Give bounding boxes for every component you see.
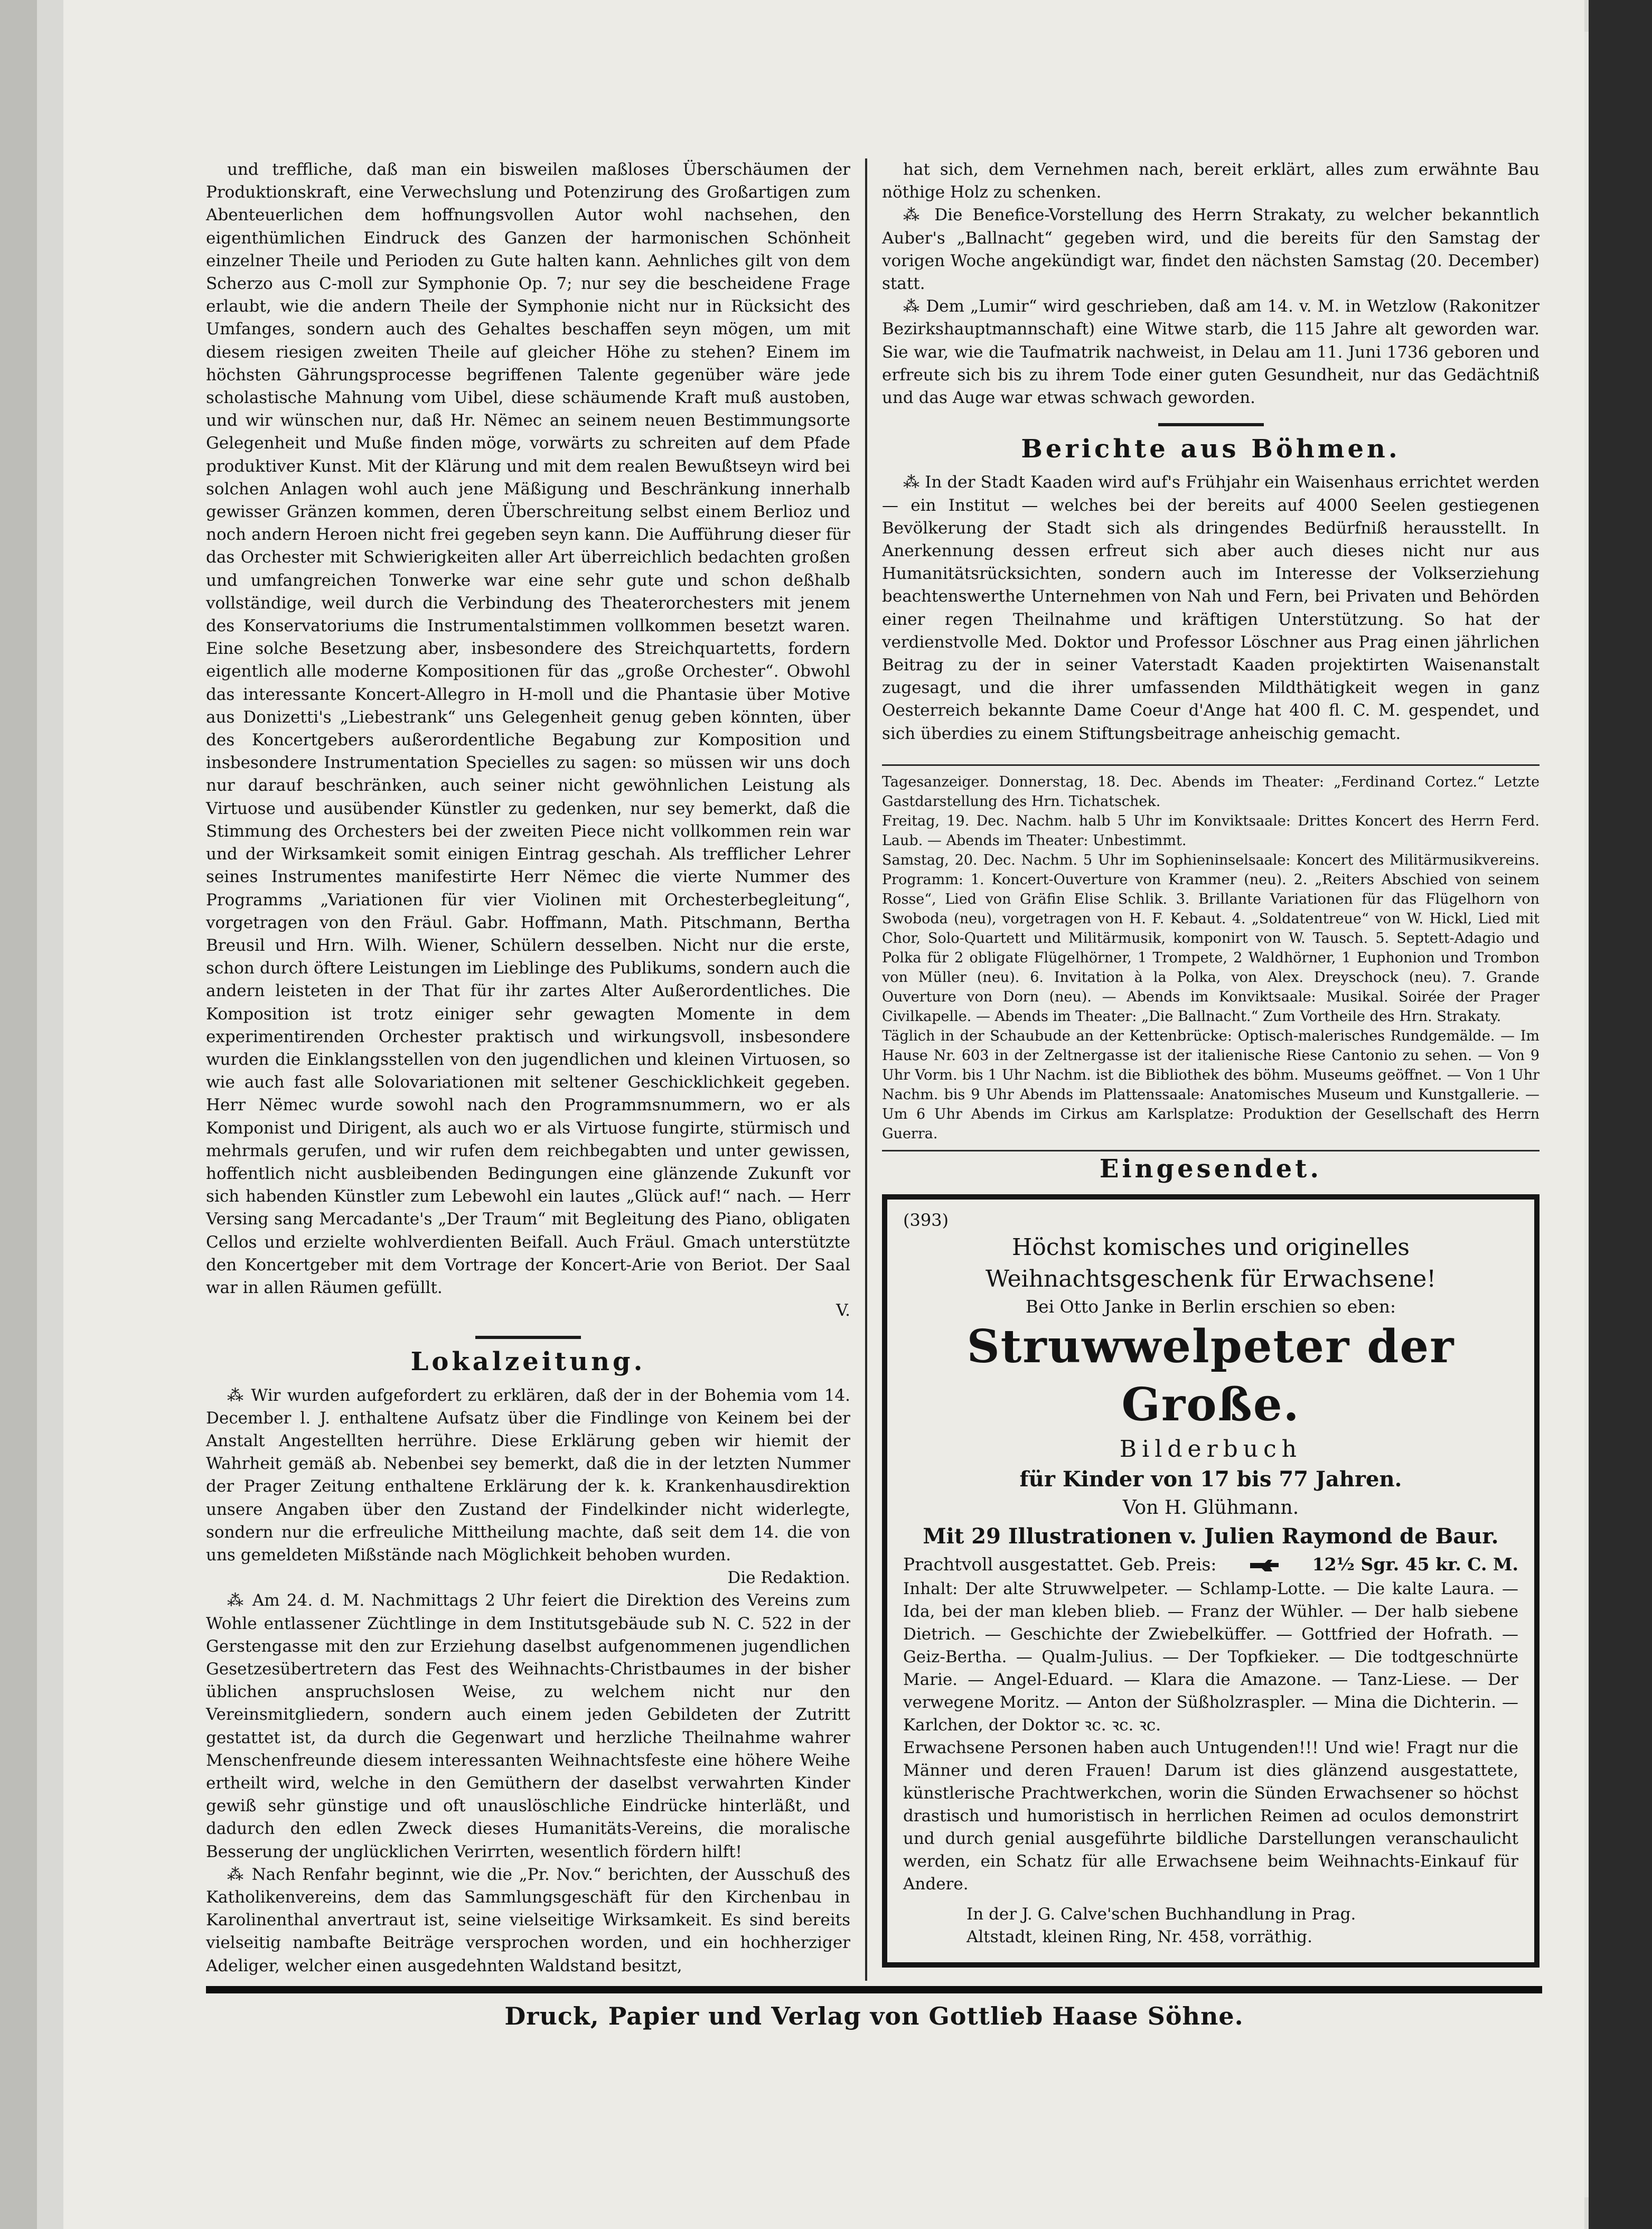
continuation-paragraph: hat sich, dem Vernehmen nach, bereit erklärt, alles zum erwähnte Bau nöthige Holz zu schenken.: [882, 160, 1540, 202]
review-signature: V.: [836, 1301, 850, 1320]
section-divider: [1158, 423, 1264, 426]
section-divider: [475, 1336, 581, 1339]
ad-audience: für Kinder von 17 bis 77 Jahren.: [1019, 1467, 1402, 1492]
ad-publisher-line: Bei Otto Janke in Berlin erschien so eben:: [1025, 1296, 1396, 1317]
pointing-hand-icon: [1249, 1551, 1280, 1578]
imprint-line: Druck, Papier und Verlag von Gottlieb Haase Söhne.: [504, 2002, 1244, 2030]
ad-bookshop: [903, 1903, 1518, 1949]
ad-headline: Höchst komisches und originelles Weihnachtsgeschenk für Erwachsene!: [985, 1234, 1437, 1293]
tagesanzeiger: [882, 764, 1540, 1151]
lokal-item-christbaum: ⁂ Am 24. d. M. Nachmittags 2 Uhr feiert die Direktion des Vereins zum Wohle entlassener Züchtlinge in dem Institutsgebäude sub N. C. 522 in der Gerstengasse mit den zur Erziehung daselbst aufgenommenen jugendlichen Gesetzesübertretern das Fest des Weihnachts-Christbaumes in der bisher üblichen anspruchslosen Weise, zu welchem nicht nur den Vereinsmitgliedern, sondern auch einem jeden Gebildeten der Zutritt gestattet ist, da durch die Gegenwart und herzliche Theilnahme wahrer Menschenfreunde diesem interessanten Weihnachtsfeste eine höhere Weihe ertheilt wird, welche in den Gemüthern der daselbst verwahrten Kinder gewiß sehr günstige und oft unauslöschliche Eindrücke hinterläßt, und dadurch den edlen Zweck dieses Humanitäts-Vereins, die moralische Besserung der unglücklichen Verirrten, wesentlich fördern hilft!: [206, 1591, 850, 1861]
listing-entry: Freitag, 19. Dec. Nachm. halb 5 Uhr im Konviktsaale: Drittes Koncert des Herrn Ferd. Laub. — Abends im Theater: Unbestimmt.: [882, 812, 1540, 849]
left-column: [206, 158, 850, 1978]
scan-right-edge: [1589, 0, 1652, 2229]
ad-subtitle: Bilderbuch: [1119, 1436, 1302, 1463]
lokal-item-findlinge: ⁂ Wir wurden aufgefordert zu erklären, daß der in der Bohemia vom 14. December l. J. enthaltene Aufsatz über die Findlinge von Keinem bei der Anstalt Angestellten herrühre. Diese Erklärung geben wir hiemit der Wahrheit gemäß ab. Nebenbei sey bemerkt, daß die in der letzten Nummer der Prager Zeitung enthaltene Erklärung der k. k. Krankenhausdirektion unsere Angaben über den Zustand der Findelkinder nicht widerlegte, sondern nur die erfreuliche Mittheilung machte, daß seit dem 14. die von uns gemeldeten Mißstände nach Möglichkeit behoben wurden.: [206, 1385, 850, 1565]
ad-price-label: Prachtvoll ausgestattet. Geb. Preis:: [903, 1554, 1217, 1575]
listing-entry: Tagesanzeiger. Donnerstag, 18. Dec. Abends im Theater: „Ferdinand Cortez.“ Letzte Gastdarstellung des Hrn. Tichatschek.: [882, 773, 1540, 810]
ad-bookshop-address: Altstadt, kleinen Ring, Nr. 458, vorräthig.: [966, 1927, 1312, 1947]
eingesendet-heading: Eingesendet.: [1099, 1154, 1322, 1184]
lumir-notice: ⁂ Dem „Lumir“ wird geschrieben, daß am 14. v. M. in Wetzlow (Rakonitzer Bezirkshauptmannschaft) eine Witwe starb, die 115 Jahre alt geworden war. Sie war, wie die Taufmatrik nachweist, in Delau am 11. Juni 1736 geboren und erfreute sich bis zu ihrem Tode einer guten Gesundheit, nur das Gedächtniß und das Auge war etwas schwach geworden.: [882, 297, 1540, 408]
listing-bottom-rule: [882, 1150, 1540, 1151]
page-bottom-rule: [206, 1986, 1542, 1993]
listing-entry: Täglich in der Schaubude an der Kettenbrücke: Optisch-malerisches Rundgemälde. — Im Hause Nr. 603 in der Zeltnergasse ist der italienische Riese Cantonio zu sehen. — Von 9 Uhr Vorm. bis 1 Uhr Nachm. ist die Bibliothek des böhm. Museums geöffnet. — Von 1 Uhr Nachm. bis 9 Uhr Abends im Plattenssaale: Anatomisches Museum und Kunstgallerie. — Um 6 Uhr Abends im Cirkus am Karlsplatze: Produktion der Gesellschaft des Herrn Guerra.: [882, 1027, 1540, 1142]
ad-book-title: Struwwelpeter der Große.: [966, 1320, 1455, 1432]
ad-author: Von H. Glühmann.: [1122, 1497, 1299, 1519]
redaktion-signature: Die Redaktion.: [727, 1568, 850, 1588]
kaaden-report: ⁂ In der Stadt Kaaden wird auf's Frühjahr ein Waisenhaus errichtet werden — ein Institut — welches bei der bereits auf 4000 Seelen gestiegenen Bevölkerung der Stadt sich als dringendes Bedürfniß herausstellt. In Anerkennung dessen erfreut sich aber auch dieses nicht nur aus Humanitätsrücksichten, sondern auch im Interesse der Volkserziehung beachtenswerthe Unternehmen von Nah und Fern, bei Privaten und Behörden einer regen Theilnahme und kräftigen Unterstützung. So hat der verdienstvolle Med. Doktor und Professor Löschner aus Prag einen jährlichen Beitrag zu der in seiner Vaterstadt Kaaden projektirten Waisenanstalt zugesagt, und die ihrer umfassenden Mildthätigkeit wegen in ganz Oesterreich bekannte Dame Coeur d'Ange hat 400 fl. C. M. gespendet, und sich überdies zu einem Stiftungsbeitrage anheischig gemacht.: [882, 473, 1540, 743]
ad-contents: Inhalt: Der alte Struwwelpeter. — Schlamp-Lotte. — Die kalte Laura. — Ida, bei der man kleben blieb. — Franz der Wühler. — Der halb siebene Dietrich. — Geschichte der Zwiebelküffer. — Gottfried der Hofrath. — Geiz-Bertha. — Qualm-Julius. — Der Topfkieker. — Die todtgeschnürte Marie. — Angel-Eduard. — Klara die Amazone. — Tanz-Liese. — Der verwegene Moritz. — Anton der Süßholzraspler. — Mina die Dichterin. — Karlchen, der Doktor ꝛc. ꝛc. ꝛc.: [903, 1579, 1518, 1735]
advertisement-box: [882, 1194, 1540, 1968]
lokalzeitung-heading: Lokalzeitung.: [410, 1347, 646, 1377]
ad-price-value: 12½ Sgr. 45 kr. C. M.: [1312, 1554, 1518, 1575]
listing-top-rule: [882, 764, 1540, 766]
ad-number: (393): [903, 1210, 949, 1231]
ad-illustrations: Mit 29 Illustrationen v. Julien Raymond de Baur.: [923, 1524, 1499, 1549]
berichte-heading: Berichte aus Böhmen.: [1021, 434, 1401, 464]
right-column: [882, 158, 1540, 1968]
scan-left-edge: [0, 0, 37, 2229]
concert-review-paragraph: und treffliche, daß man ein bisweilen maßloses Überschäumen der Produktionskraft, eine Verwechslung und Potenzirung des Großartigen zum Abenteuerlichen dem hoffnungsvollen Autor wohl nachsehen, den eigenthümlichen Eindruck des Ganzen der harmonischen Schönheit einzelner Theile und Perioden zu Gute halten kann. Aehnliches gilt von dem Scherzo aus C-moll zur Symphonie Op. 7; nur sey die bescheidene Frage erlaubt, wie die andern Theile der Symphonie nicht nur in Rücksicht des Umfanges, sondern auch des Gehaltes beschaffen seyn mögen, um mit diesem riesigen zweiten Theile auf gleicher Höhe zu stehen? Einem im höchsten Gährungsprocesse begriffenen Talente gegenüber wäre jede scholastische Mahnung vom Uibel, diese schäumende Kraft muß austoben, und wir wünschen nur, daß Hr. Nëmec an seinem neuen Bestimmungsorte Gelegenheit und Muße finden möge, vorwärts zu schreiten auf dem Pfade produktiver Kunst. Mit der Klärung und mit dem realen Bewußtseyn wird bei solchen Anlagen wohl auch jene Mäßigung und Beschränkung innerhalb gewisser Gränzen kommen, deren Überschreitung selbst einem Berlioz und noch andern Heroen nicht frei gegeben seyn kann. Die Aufführung dieser für das Orchester mit Schwierigkeiten aller Art überreichlich bedachten großen und umfangreichen Tonwerke war eine sehr gute und schon deßhalb vollständige, weil durch die Verbindung des Theaterorchesters mit jenem des Konservatoriums die Instrumentalstimmen vollkommen besetzt waren. Eine solche Besetzung aber, insbesondere des Streichquartetts, fordern eigentlich alle moderne Kompositionen für das „große Orchester“. Obwohl das interessante Koncert-Allegro in H-moll und die Phantasie über Motive aus Donizetti's „Liebestrank“ uns Gelegenheit genug geben könnten, über des Koncertgebers außerordentliche Begabung zur Komposition und insbesondere Instrumentation Specielles zu sagen: so müssen wir uns doch nur darauf beschränken, auch seiner nicht gewöhnlichen Leistung als Virtuose und ausübender Künstler zu gedenken, nur sey bemerkt, daß die Stimmung des Orchesters bei der zweiten Piece nicht vollkommen rein war und der Wirksamkeit somit einigen Eintrag geschah. Als trefflicher Lehrer seines Instrumentes manifestirte Herr Nëmec die vierte Nummer des Programms „Variationen für vier Violinen mit Orchesterbegleitung“, vorgetragen von den Fräul. Gabr. Hoffmann, Math. Pitschmann, Bertha Breusil und Hrn. Wilh. Wiener, Schülern desselben. Nicht nur die erste, schon durch öftere Leistungen im Lieblinge des Publikums, sondern auch die andern leisteten in der That für ihr zartes Alter Außerordentliches. Die Komposition ist trotz einiger sehr gewagten Momente in dem experimentirenden Orchester praktisch und wirkungsvoll, insbesondere wurden die Einklangsstellen von den jugendlichen und kleinen Virtuosen, so wie auch fast alle Solovariationen mit seltener Geschicklichkeit gegeben. Herr Nëmec wurde sowohl nach den Programmsnummern, wo er als Komponist und Dirigent, als auch wo er als Virtuose fungirte, stürmisch und mehrmals gerufen, und wir rufen dem reichbegabten und unter gewissen, hoffentlich nicht ausbleibenden Bedingungen eine glänzende Zukunft vor sich habenden Künstler zum Lebewohl ein lautes „Glück auf!“ nach. — Herr Versing sang Mercadante's „Der Traum“ mit Begleitung des Piano, obligaten Cellos und erzielte wohlverdienten Beifall. Auch Fräul. Gmach unterstützte den Koncertgeber mit dem Vortrage der Koncert-Arie von Beriot. Der Saal war in allen Räumen gefüllt.: [206, 160, 850, 1297]
ad-bookshop-line: In der J. G. Calve'schen Buchhandlung in Prag.: [966, 1905, 1356, 1924]
ad-closing-text: Erwachsene Personen haben auch Untugenden!!! Und wie! Fragt nur die Männer und deren Frauen! Darum ist dies glänzend ausgestattete, künstlerische Prachtwerkchen, worin die Sünden Erwachsener so höchst drastisch und humoristisch in herrlichen Reimen ad oculos demonstrirt und durch genial ausgeführte bildliche Darstellungen veranschaulicht werden, ein Schatz für alle Erwachsene beim Weihnachts-Einkauf für Andere.: [903, 1738, 1518, 1894]
column-rule: [865, 158, 867, 1981]
listing-entry: Samstag, 20. Dec. Nachm. 5 Uhr im Sophieninselsaale: Koncert des Militärmusikvereins. Programm: 1. Koncert-Ouverture von Krammer (neu). 2. „Reiters Abschied von seinem Rosse“, Lied von Gräfin Elise Schlik. 3. Brillante Variationen für das Flügelhorn von Swoboda (neu), vorgetragen von H. F. Kebaut. 4. „Soldatentreue“ von W. Hickl, Lied mit Chor, Solo-Quartett und Militärmusik, komponirt von W. Tausch. 5. Septett-Adagio und Polka für 2 obligate Flügelhörner, 1 Trompete, 2 Waldhörner, 1 Euphonion und Trombon von Müller (neu). 6. Invitation à la Polka, von Alex. Dreyschock (neu). 7. Grande Ouverture von Dorn (neu). — Abends im Konviktsaale: Musikal. Soirée der Prager Civilkapelle. — Abends im Theater: „Die Ballnacht.“ Zum Vortheile des Hrn. Strakaty.: [882, 851, 1540, 1025]
benefice-notice: ⁂ Die Benefice-Vorstellung des Herrn Strakaty, zu welcher bekanntlich Auber's „Ballnacht“ gegeben wird, und die bereits für den Samstag der vorigen Woche angekündigt war, findet den nächsten Samstag (20. December) statt.: [882, 205, 1540, 294]
lokal-item-kirchenbau: ⁂ Nach Renfahr beginnt, wie die „Pr. Nov.“ berichten, der Ausschuß des Katholikenvereins, dem das Sammlungsgeschäft für den Kirchenbau in Karolinenthal anvertraut ist, seine vielseitige Wirksamkeit. Es sind bereits vielseitig nambafte Beiträge versprochen worden, und ein hochherziger Adeliger, welcher einen ausgedehnten Waldstand besitzt,: [206, 1865, 850, 1975]
ad-price-line: [903, 1551, 1518, 1578]
